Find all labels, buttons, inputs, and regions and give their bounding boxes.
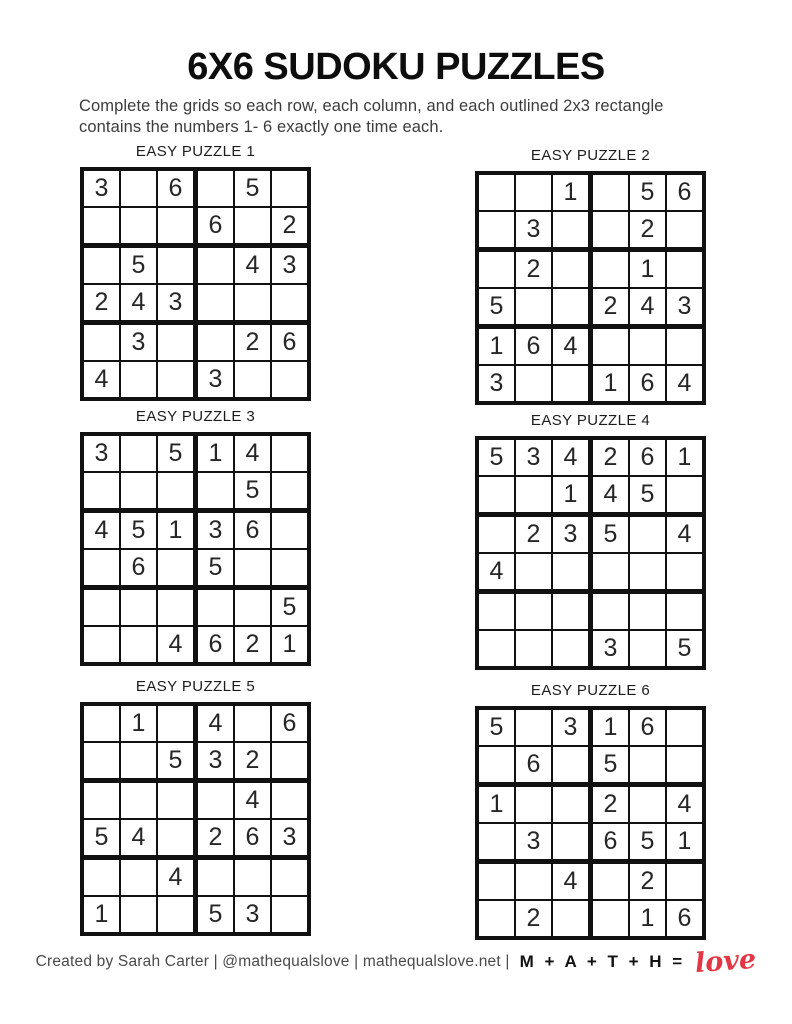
cell-r4c5 <box>235 285 272 325</box>
cell-r3c3: 3 <box>553 517 593 554</box>
cell-r4c3 <box>158 820 198 860</box>
page-title: 6X6 SUDOKU PUZZLES <box>187 46 605 88</box>
cell-r4c6: 3 <box>272 820 307 860</box>
cell-r6c6: 4 <box>667 366 702 401</box>
cell-r2c6: 2 <box>272 208 307 248</box>
cell-r6c2 <box>516 366 553 401</box>
cell-r4c3 <box>553 824 593 864</box>
cell-r5c2 <box>516 864 553 901</box>
cell-r1c5: 5 <box>630 175 667 212</box>
cell-r1c5 <box>235 706 272 743</box>
cell-r5c6: 5 <box>272 590 307 627</box>
cell-r5c4 <box>593 594 630 631</box>
cell-r5c3 <box>158 590 198 627</box>
cell-r4c5: 5 <box>630 824 667 864</box>
cell-r2c6 <box>272 473 307 513</box>
cell-r6c4: 6 <box>198 627 235 662</box>
cell-r2c2 <box>121 473 158 513</box>
sudoku-grid <box>80 432 311 666</box>
cell-r6c2 <box>121 627 158 662</box>
cell-r2c6 <box>272 743 307 783</box>
cell-r5c3: 4 <box>553 329 593 366</box>
cell-r4c3 <box>158 550 198 590</box>
cell-r5c1 <box>479 594 516 631</box>
cell-r4c4 <box>593 554 630 594</box>
cell-r3c5: 1 <box>630 252 667 289</box>
cell-r2c1 <box>84 208 121 248</box>
cell-r1c4: 1 <box>198 436 235 473</box>
cell-r6c5: 6 <box>630 366 667 401</box>
cell-r6c1: 3 <box>479 366 516 401</box>
cell-r4c3 <box>553 289 593 329</box>
cell-r4c6 <box>272 285 307 325</box>
cell-r6c6 <box>272 362 307 397</box>
cell-r3c2: 2 <box>516 252 553 289</box>
cell-r1c1 <box>479 175 516 212</box>
cell-r4c2: 4 <box>121 820 158 860</box>
cell-r5c1 <box>84 860 121 897</box>
cell-r4c2: 4 <box>121 285 158 325</box>
cell-r3c6: 4 <box>667 787 702 824</box>
cell-r1c2 <box>516 175 553 212</box>
cell-r1c6: 6 <box>667 175 702 212</box>
cell-r6c2: 2 <box>516 901 553 936</box>
cell-r5c4 <box>198 860 235 897</box>
cell-r5c1 <box>479 864 516 901</box>
cell-r6c2 <box>516 631 553 666</box>
cell-r3c1: 1 <box>479 787 516 824</box>
cell-r1c6 <box>667 710 702 747</box>
cell-r5c6 <box>272 860 307 897</box>
cell-r2c1 <box>84 743 121 783</box>
cell-r6c1: 1 <box>84 897 121 932</box>
cell-r5c2 <box>121 860 158 897</box>
cell-r1c3: 3 <box>553 710 593 747</box>
cell-r3c1 <box>479 252 516 289</box>
cell-r1c4: 4 <box>198 706 235 743</box>
cell-r4c2: 3 <box>516 824 553 864</box>
cell-r2c3 <box>158 473 198 513</box>
cell-r5c5 <box>235 860 272 897</box>
cell-r1c5: 6 <box>630 710 667 747</box>
puzzle-title: EASY PUZZLE 5 <box>135 678 256 695</box>
cell-r1c4: 2 <box>593 440 630 477</box>
cell-r3c3 <box>158 783 198 820</box>
cell-r5c3: 4 <box>158 860 198 897</box>
puzzle-4 <box>475 412 706 670</box>
cell-r2c1 <box>479 477 516 517</box>
cell-r1c1: 3 <box>84 171 121 208</box>
cell-r6c3: 4 <box>158 627 198 662</box>
cell-r1c6: 1 <box>667 440 702 477</box>
cell-r4c2: 6 <box>121 550 158 590</box>
cell-r3c1 <box>479 517 516 554</box>
cell-r2c5: 5 <box>630 477 667 517</box>
credit-text: Created by Sarah Carter | @mathequalslove | mathequalslove.net | <box>35 952 510 970</box>
cell-r3c3 <box>158 248 198 285</box>
love-script-text: love <box>694 943 758 980</box>
cell-r6c2 <box>121 362 158 397</box>
cell-r2c1 <box>479 747 516 787</box>
cell-r6c3 <box>553 901 593 936</box>
sudoku-grid <box>475 436 706 670</box>
cell-r5c3 <box>553 594 593 631</box>
cell-r1c4: 1 <box>593 710 630 747</box>
cell-r4c1: 2 <box>84 285 121 325</box>
cell-r3c4: 5 <box>593 517 630 554</box>
cell-r6c6: 6 <box>667 901 702 936</box>
cell-r6c1: 4 <box>84 362 121 397</box>
cell-r4c6 <box>667 554 702 594</box>
cell-r5c1 <box>84 590 121 627</box>
puzzle-6 <box>475 682 706 940</box>
cell-r3c1: 4 <box>84 513 121 550</box>
cell-r1c5: 5 <box>235 171 272 208</box>
cell-r6c4: 5 <box>198 897 235 932</box>
puzzle-1 <box>80 143 311 401</box>
cell-r5c5 <box>630 329 667 366</box>
cell-r1c3: 6 <box>158 171 198 208</box>
cell-r6c5 <box>235 362 272 397</box>
cell-r3c1 <box>84 248 121 285</box>
cell-r3c5: 4 <box>235 783 272 820</box>
cell-r2c2 <box>121 743 158 783</box>
cell-r6c3 <box>553 366 593 401</box>
cell-r3c2 <box>121 783 158 820</box>
cell-r4c3: 3 <box>158 285 198 325</box>
cell-r2c4: 6 <box>198 208 235 248</box>
cell-r1c3: 4 <box>553 440 593 477</box>
cell-r3c6 <box>667 252 702 289</box>
cell-r1c5: 6 <box>630 440 667 477</box>
cell-r5c1: 1 <box>479 329 516 366</box>
cell-r6c5: 3 <box>235 897 272 932</box>
puzzle-title: EASY PUZZLE 3 <box>135 408 256 425</box>
cell-r1c2: 1 <box>121 706 158 743</box>
cell-r1c6 <box>272 436 307 473</box>
cell-r4c4: 2 <box>198 820 235 860</box>
cell-r1c3 <box>158 706 198 743</box>
instructions <box>79 96 664 137</box>
cell-r2c2 <box>121 208 158 248</box>
cell-r6c4: 3 <box>593 631 630 666</box>
sudoku-grid <box>80 167 311 401</box>
cell-r2c2 <box>516 477 553 517</box>
cell-r3c6 <box>272 513 307 550</box>
cell-r2c4: 4 <box>593 477 630 517</box>
cell-r4c4: 6 <box>593 824 630 864</box>
cell-r4c4 <box>198 285 235 325</box>
cell-r3c6 <box>272 783 307 820</box>
cell-r3c5: 6 <box>235 513 272 550</box>
cell-r6c5: 2 <box>235 627 272 662</box>
sudoku-grid <box>475 706 706 940</box>
cell-r5c4 <box>593 329 630 366</box>
cell-r2c1 <box>479 212 516 252</box>
cell-r4c6 <box>272 550 307 590</box>
cell-r4c6: 3 <box>667 289 702 329</box>
cell-r1c1: 5 <box>479 710 516 747</box>
cell-r5c3: 4 <box>553 864 593 901</box>
cell-r6c6: 1 <box>272 627 307 662</box>
cell-r3c2: 2 <box>516 517 553 554</box>
cell-r1c1: 3 <box>84 436 121 473</box>
cell-r5c6 <box>667 594 702 631</box>
cell-r5c2 <box>516 594 553 631</box>
cell-r6c6 <box>272 897 307 932</box>
cell-r2c2: 3 <box>516 212 553 252</box>
puzzle-5 <box>80 678 311 936</box>
cell-r5c5 <box>235 590 272 627</box>
cell-r4c5: 6 <box>235 820 272 860</box>
cell-r3c5 <box>630 517 667 554</box>
cell-r4c1: 5 <box>479 289 516 329</box>
cell-r5c4 <box>593 864 630 901</box>
cell-r5c5: 2 <box>630 864 667 901</box>
cell-r4c1: 5 <box>84 820 121 860</box>
cell-r1c4 <box>198 171 235 208</box>
cell-r5c2: 6 <box>516 329 553 366</box>
cell-r1c3: 1 <box>553 175 593 212</box>
sudoku-grid <box>475 171 706 405</box>
cell-r5c6: 6 <box>272 325 307 362</box>
cell-r2c3: 5 <box>158 743 198 783</box>
cell-r3c6: 4 <box>667 517 702 554</box>
cell-r6c3 <box>553 631 593 666</box>
cell-r2c3 <box>553 747 593 787</box>
cell-r2c6 <box>667 477 702 517</box>
cell-r4c5 <box>630 554 667 594</box>
cell-r1c1: 5 <box>479 440 516 477</box>
cell-r4c1 <box>479 824 516 864</box>
cell-r3c3 <box>553 252 593 289</box>
cell-r5c3 <box>158 325 198 362</box>
cell-r5c5 <box>630 594 667 631</box>
cell-r3c4 <box>198 783 235 820</box>
cell-r3c3: 1 <box>158 513 198 550</box>
cell-r3c6: 3 <box>272 248 307 285</box>
cell-r4c4: 5 <box>198 550 235 590</box>
cell-r4c2 <box>516 554 553 594</box>
cell-r6c2 <box>121 897 158 932</box>
cell-r4c5: 4 <box>630 289 667 329</box>
cell-r6c1 <box>479 631 516 666</box>
cell-r3c5: 4 <box>235 248 272 285</box>
cell-r6c3 <box>158 362 198 397</box>
cell-r5c6 <box>667 864 702 901</box>
cell-r6c6: 5 <box>667 631 702 666</box>
puzzle-title: EASY PUZZLE 2 <box>530 147 651 164</box>
cell-r6c3 <box>158 897 198 932</box>
cell-r3c5 <box>630 787 667 824</box>
cell-r2c6 <box>667 212 702 252</box>
cell-r2c4 <box>198 473 235 513</box>
cell-r4c5 <box>235 550 272 590</box>
cell-r2c1 <box>84 473 121 513</box>
puzzle-3 <box>80 408 311 666</box>
cell-r4c6: 1 <box>667 824 702 864</box>
cell-r6c4: 1 <box>593 366 630 401</box>
cell-r4c4: 2 <box>593 289 630 329</box>
sudoku-grid <box>80 702 311 936</box>
cell-r2c3 <box>553 212 593 252</box>
cell-r4c3 <box>553 554 593 594</box>
cell-r3c4: 2 <box>593 787 630 824</box>
instructions-line-1: Complete the grids so each row, each column, and each outlined 2x3 rectangle <box>79 97 664 115</box>
cell-r5c2 <box>121 590 158 627</box>
cell-r1c2 <box>121 171 158 208</box>
cell-r6c4 <box>593 901 630 936</box>
cell-r2c6 <box>667 747 702 787</box>
cell-r2c4 <box>593 212 630 252</box>
cell-r1c5: 4 <box>235 436 272 473</box>
puzzle-title: EASY PUZZLE 4 <box>530 412 651 429</box>
cell-r2c5: 2 <box>630 212 667 252</box>
puzzle-2 <box>475 147 706 405</box>
cell-r5c5: 2 <box>235 325 272 362</box>
cell-r2c3: 1 <box>553 477 593 517</box>
cell-r5c4 <box>198 590 235 627</box>
cell-r4c1: 4 <box>479 554 516 594</box>
cell-r2c5: 2 <box>235 743 272 783</box>
cell-r2c5: 5 <box>235 473 272 513</box>
cell-r1c2: 3 <box>516 440 553 477</box>
instructions-line-2: contains the numbers 1- 6 exactly one time each. <box>79 117 444 136</box>
cell-r6c1 <box>84 627 121 662</box>
cell-r6c5 <box>630 631 667 666</box>
cell-r5c6 <box>667 329 702 366</box>
cell-r4c1 <box>84 550 121 590</box>
cell-r1c3: 5 <box>158 436 198 473</box>
math-equals-text: M + A + T + H = <box>519 951 686 971</box>
cell-r3c4 <box>593 252 630 289</box>
cell-r6c4: 3 <box>198 362 235 397</box>
page-footer <box>0 943 792 980</box>
cell-r3c1 <box>84 783 121 820</box>
cell-r1c2 <box>121 436 158 473</box>
cell-r3c2: 5 <box>121 248 158 285</box>
cell-r2c2: 6 <box>516 747 553 787</box>
cell-r5c1 <box>84 325 121 362</box>
cell-r6c1 <box>479 901 516 936</box>
cell-r5c4 <box>198 325 235 362</box>
cell-r3c3 <box>553 787 593 824</box>
cell-r2c5 <box>235 208 272 248</box>
cell-r6c5: 1 <box>630 901 667 936</box>
cell-r3c4 <box>198 248 235 285</box>
cell-r1c4 <box>593 175 630 212</box>
cell-r2c4: 5 <box>593 747 630 787</box>
cell-r1c6: 6 <box>272 706 307 743</box>
cell-r3c4: 3 <box>198 513 235 550</box>
puzzle-title: EASY PUZZLE 1 <box>135 143 256 160</box>
cell-r3c2: 5 <box>121 513 158 550</box>
cell-r4c2 <box>516 289 553 329</box>
cell-r1c2 <box>516 710 553 747</box>
cell-r1c1 <box>84 706 121 743</box>
cell-r2c3 <box>158 208 198 248</box>
cell-r2c4: 3 <box>198 743 235 783</box>
puzzle-title: EASY PUZZLE 6 <box>530 682 651 699</box>
cell-r5c2: 3 <box>121 325 158 362</box>
cell-r1c6 <box>272 171 307 208</box>
cell-r2c5 <box>630 747 667 787</box>
cell-r3c2 <box>516 787 553 824</box>
